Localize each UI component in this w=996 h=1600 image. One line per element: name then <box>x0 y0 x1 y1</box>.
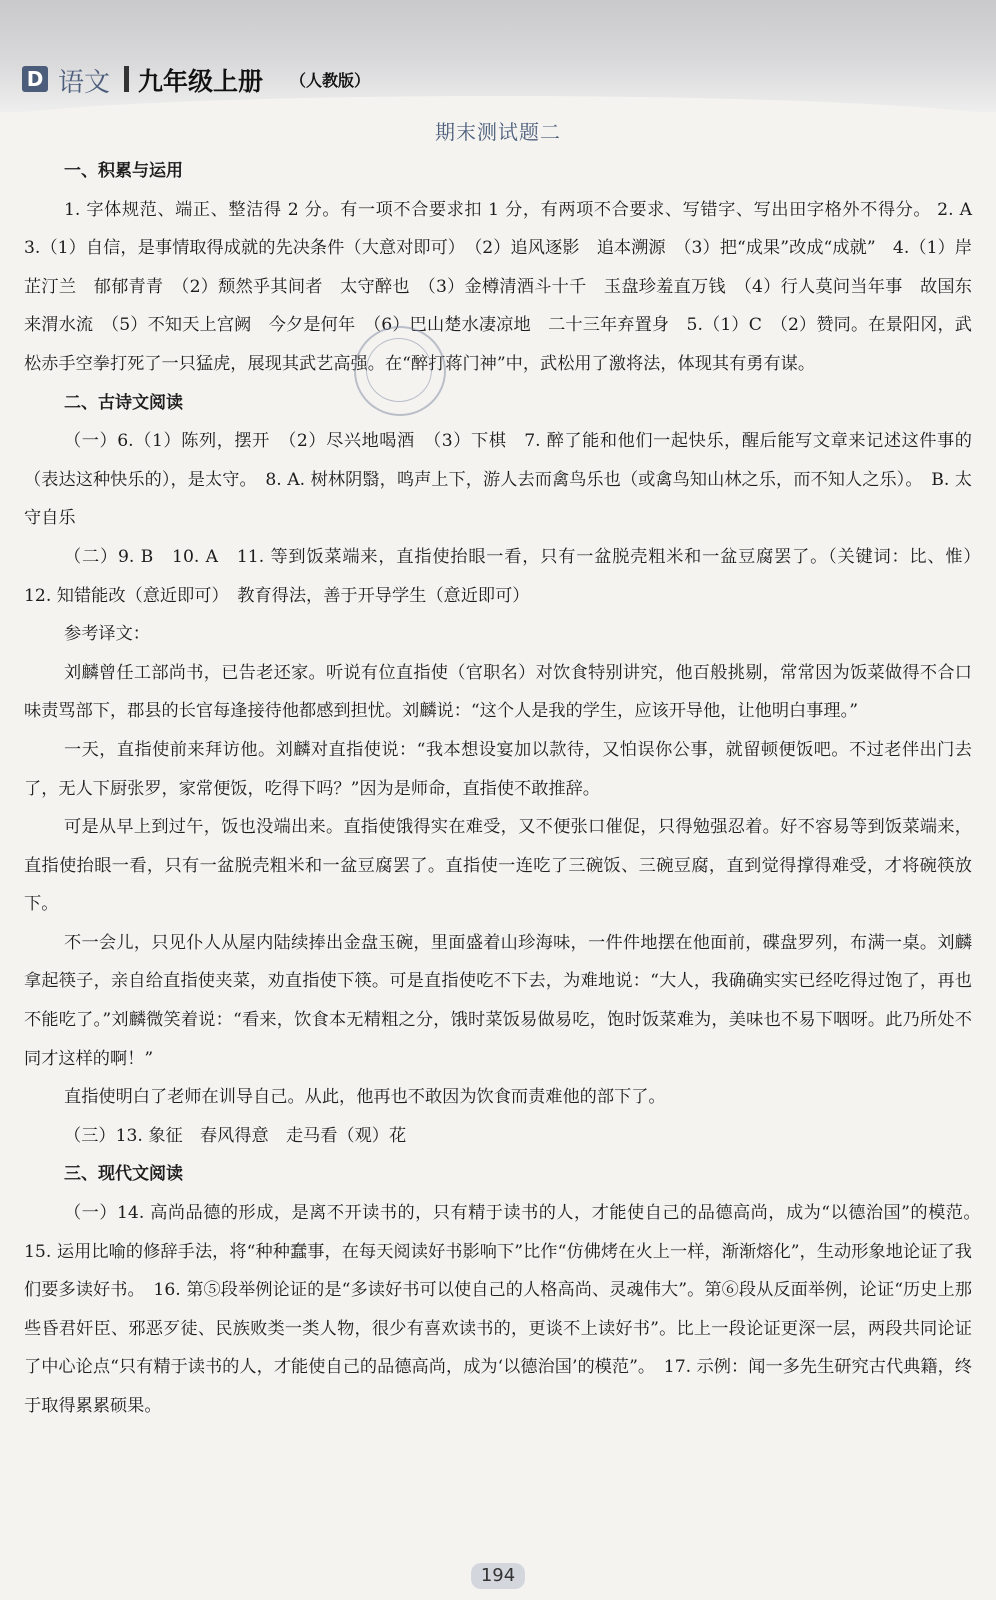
paragraph: 一天，直指使前来拜访他。刘麟对直指使说：“我本想设宴加以款待，又怕误你公事，就留顿便饭吧。不过老伴出门去了，无人下厨张罗，家常便饭，吃得下吗？”因为是师命，直指使不敢推辞。 <box>24 739 972 799</box>
paragraph: 参考译文： <box>64 624 150 645</box>
section-heading: 三、现代文阅读 <box>64 1164 183 1185</box>
grade-label: 九年级上册 <box>138 67 264 96</box>
page-number-label: 194 <box>471 1563 525 1589</box>
paragraph: 可是从早上到过午，饭也没端出来。直指使饿得实在难受，又不便张口催促，只得勉强忍着。好不容易等到饭菜端来，直指使抬眼一看，只有一盆脱壳粗米和一盆豆腐罢了。直指使一连吃了三碗饭、三碗豆腐，直到觉得撑得难受，才将碗筷放下。 <box>24 817 972 915</box>
edition-label: （人教版） <box>290 71 371 90</box>
paragraph: （一）14. 高尚品德的形成，是离不开读书的，只有精于读书的人，才能使自己的品德高尚，成为“以德治国”的模范。 15. 运用比喻的修辞手法，将“种种蠢事，在每天阅读好书影响下”比作“仿佛烤在火上一样，渐渐熔化”，生动形象地论证了我们要多读好书。 16. 第⑤段举例论证的是“多读好书可以使自己的人格高尚、灵魂伟大”。第⑥段从反面举例，论证“历史上那些昏君奸臣、邪恶歹徒、民族败类一类人物，很少有喜欢读书的，更谈不上读好书”。比上一段论证更深一层，两段共同论证了中心论点“只有精于读书的人，才能使自己的品德高尚，成为‘以德治国’的模范”。 17. 示例：闻一多先生研究古代典籍，终于取得累累硕果。 <box>24 1203 990 1416</box>
paragraph: 1. 字体规范、端正、整洁得 2 分。有一项不合要求扣 1 分，有两项不合要求、写错字、写出田字格外不得分。 2. A 3.（1）自信，是事情取得成就的先决条件（大意对即可） （2）追风逐影 追本溯源 （3）把“成果”改成“成就” 4.（1）岸芷汀兰 郁郁青青 （2）颓然乎其间者 太守醉也 （3）金樽清酒斗十千 玉盘珍羞直万钱 （4）行人莫问当年事 故国东来渭水流 （5）不知天上宫阙 今夕是何年 （6）巴山楚水凄凉地 二十三年弃置身 5.（1）C （2）赞同。在景阳冈，武松赤手空拳打死了一只猛虎，展现其武艺高强。在“醉打蒋门神”中，武松用了激将法，体现其有勇有谋。 <box>24 199 990 374</box>
answer-content <box>24 152 990 1426</box>
paragraph: （一）6.（1）陈列，摆开 （2）尽兴地喝酒 （3）下棋 7. 醉了能和他们一起快乐，醒后能写文章来记述这件事的（表达这种快乐的），是太守。 8. A. 树林阴翳，鸣声上下，游人去而禽鸟乐也（或禽鸟知山林之乐，而不知人之乐）。 B. 太守自乐 <box>24 431 972 529</box>
paragraph: 不一会儿，只见仆人从屋内陆续捧出金盘玉碗，里面盛着山珍海味，一件件地摆在他面前，碟盘罗列，布满一桌。刘麟拿起筷子，亲自给直指使夹菜，劝直指使下筷。可是直指使吃不下去，为难地说：“大人，我确确实实已经吃得过饱了，再也不能吃了。”刘麟微笑着说：“看来，饮食本无精粗之分，饿时菜饭易做易吃，饱时饭菜难为，美味也不易下咽呀。此乃所处不同才这样的啊！” <box>24 932 972 1069</box>
paragraph: 刘麟曾任工部尚书，已告老还家。听说有位直指使（官职名）对饮食特别讲究，他百般挑剔，常常因为饭菜做得不合口味责骂部下，郡县的长官每逢接待他都感到担忧。刘麟说：“这个人是我的学生，应该开导他，让他明白事理。” <box>24 662 972 722</box>
page-title: 期末测试题二 <box>435 120 561 144</box>
paragraph: 直指使明白了老师在训导自己。从此，他再也不敢因为饮食而责难他的部下了。 <box>64 1087 666 1108</box>
stamp-seal <box>354 326 446 416</box>
subject-label: 语文 <box>58 68 111 98</box>
section-heading: 一、积累与运用 <box>64 161 183 181</box>
section-heading: 二、古诗文阅读 <box>64 392 183 413</box>
page-number <box>0 1563 996 1589</box>
paragraph: （二）9. B 10. A 11. 等到饭菜端来，直指使抬眼一看，只有一盆脱壳粗米和一盆豆腐罢了。（关键词：比、惟） 12. 知错能改（意近即可） 教育得法，善于开导学生（意近即可） <box>24 546 990 606</box>
subject-badge: D <box>22 66 48 92</box>
header-divider <box>124 66 129 92</box>
paragraph: （三）13. 象征 春风得意 走马看（观）花 <box>64 1125 407 1146</box>
